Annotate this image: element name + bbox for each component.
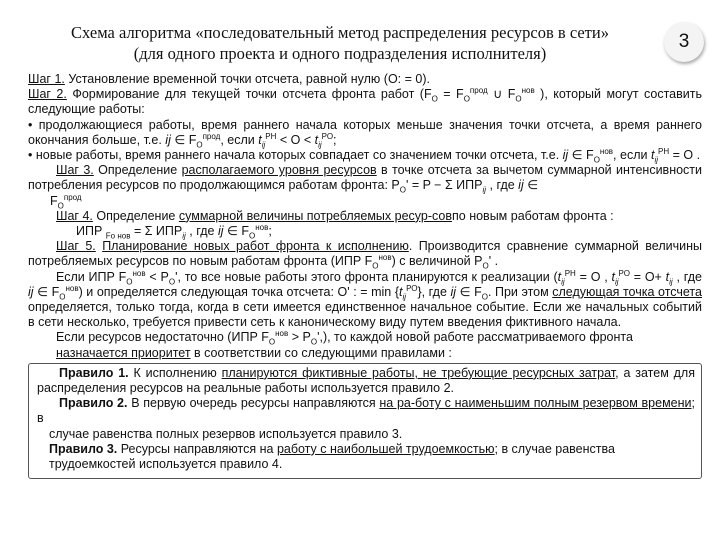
step-2	[28, 87, 702, 117]
var-ij: ij	[450, 284, 457, 299]
rule-text: Ресурсы направляются на	[117, 441, 277, 456]
step-4-label: Шаг 4.	[56, 208, 93, 223]
title-line-2: (для одного проекта и одного подразделения исполнителя)	[133, 44, 547, 63]
sup-rn: РН	[564, 268, 576, 278]
sub-ij: ij	[182, 231, 186, 241]
step-1-label: Шаг 1.	[28, 72, 65, 86]
sub-o: O	[57, 201, 64, 211]
bullet-text: = O .	[669, 148, 701, 163]
sub-o: O	[268, 337, 276, 347]
step-3-text: ∈	[523, 178, 539, 193]
step-4-text: ∈ F	[223, 224, 249, 239]
step-5-text: ) с величиной P	[391, 254, 483, 269]
step-4-text: ;	[268, 224, 272, 239]
algorithm-text	[28, 72, 702, 479]
sup-nov: нов	[378, 253, 392, 263]
case-sufficient-resources	[28, 270, 702, 331]
priority-rules-box	[28, 363, 702, 479]
bullet-text: , если	[613, 148, 651, 163]
sup-prod: прод	[63, 192, 82, 202]
bullet-new-works	[28, 148, 702, 163]
step-2-label: Шаг 2.	[28, 87, 67, 102]
sup-nov: нов	[275, 329, 289, 339]
step-2-text: = F	[437, 87, 464, 102]
sub-ij: ij	[261, 140, 266, 150]
step-3-label: Шаг 3.	[56, 163, 94, 178]
case-text: ',), то каждой новой работе рассматриваемого фронта	[317, 330, 633, 345]
slide-title	[60, 22, 620, 64]
step-3-underlined: располагаемого уровня ресурсов	[181, 163, 377, 178]
sub-o: O	[168, 277, 176, 287]
var-ij: ij	[217, 224, 224, 239]
rule-text: ; в случае равенства	[494, 441, 615, 456]
step-2-text: ), который могут составить следующие работы:	[28, 87, 702, 117]
sub-ij: ij	[561, 277, 565, 287]
step-3-text: в точке отсчета за вычетом суммарной интенсивности потребления ресурсов по продолжающимся работам фронта: P	[28, 163, 703, 193]
rule-text: , а затем для распределения ресурсов на реальные работы используется правило 2.	[37, 365, 695, 396]
var-ij: ij	[165, 132, 171, 147]
sub-ij: ij	[318, 140, 322, 150]
step-4-text: ИПР	[76, 224, 106, 239]
rule-2-continued: случае равенства полных резервов используется правило 3.	[49, 426, 403, 441]
sub-o: O	[126, 277, 133, 287]
step-5	[28, 239, 702, 269]
var-t: t	[258, 132, 262, 147]
case-underlined: назначается приоритет	[56, 345, 191, 360]
sup-prod: прод	[469, 86, 488, 96]
bullet-text: , если	[220, 132, 259, 147]
step-4-text: , где	[185, 224, 218, 239]
rule-underlined: на ра-боту с наименьшим полным резервом времени	[379, 396, 692, 411]
case-text: = O+	[629, 269, 666, 284]
step-1-text: Установление временной точки отсчета, равной нулю (О: = 0).	[64, 72, 430, 86]
sub-ij: ij	[669, 277, 673, 287]
step-5-text: . Производится сравнение суммарной величины потребляемых ресурсов по новым работам фронта (ИПР F	[28, 239, 702, 269]
sub-o: O	[196, 140, 203, 150]
step-3-text: ' = P − Σ ИПР	[405, 178, 483, 193]
case-insufficient-resources	[28, 330, 702, 345]
bullet-continuing-works	[28, 118, 702, 148]
case-text: = O ,	[575, 269, 612, 284]
step-3	[28, 163, 702, 193]
case-text: Если ИПР F	[56, 269, 127, 284]
var-t: t	[314, 132, 319, 147]
step-4	[28, 209, 702, 224]
sub-o: O	[310, 337, 318, 347]
step-3-text: , где	[486, 178, 519, 193]
case-text: , где	[672, 269, 702, 284]
sup-prod: прод	[202, 131, 221, 141]
step-2-text: Формирование для текущей точки отсчета фронта работ (F	[66, 87, 432, 102]
rule-1	[37, 366, 695, 396]
bullet-text: ∈ F	[568, 148, 594, 163]
rule-3-continued: трудоемкостей используется правило 4.	[49, 457, 283, 472]
sub-o: O	[481, 292, 488, 302]
sup-nov: нов	[65, 283, 79, 293]
bullet-text: • продолжающиеся работы, время раннего начала которых меньше значения точки отсчета, а время раннего окончания больше, т.е.	[28, 117, 702, 147]
step-3-text: Определение	[93, 163, 182, 178]
sub-o: O	[515, 94, 522, 104]
step-4-text: = Σ ИПР	[130, 224, 183, 239]
var-t: t	[399, 284, 403, 299]
case-text: > P	[288, 330, 311, 345]
sub-o: O	[463, 94, 470, 104]
rule-text: К исполнению	[128, 365, 222, 380]
case-text: ∈ F	[33, 284, 60, 299]
case-text: ∈ F	[456, 284, 482, 299]
step-1	[28, 72, 702, 87]
bullet-text: < O <	[276, 132, 315, 147]
step-3-continued	[28, 194, 702, 209]
var-t: t	[557, 269, 562, 284]
bullet-text: • новые работы, время раннего начала которых совпадает со значением точки отсчета, т.е.	[28, 148, 563, 163]
var-ij: ij	[562, 148, 569, 163]
rule-underlined: планируются фиктивные работы, не требующие ресурсных затрат	[221, 365, 616, 380]
bullet-text: ;	[333, 132, 337, 147]
step-5-text: ' .	[488, 254, 499, 269]
sub-fo-nov: Fo нов	[105, 231, 131, 241]
step-5-label: Шаг 5.	[56, 239, 96, 254]
rule-2-label: Правило 2.	[59, 396, 128, 411]
page-number-badge: 3	[664, 22, 704, 62]
sup-nov: нов	[255, 222, 269, 232]
case-text: определяется, только тогда, когда в сети имеется единственное начальное событие. Если же начальных событий в сети несколько, требуется привести сеть к каноническому виду путем введения фиктивного начала.	[28, 300, 702, 330]
priority-line	[28, 346, 702, 361]
var-t: t	[665, 269, 670, 284]
sup-rn: РН	[658, 146, 670, 156]
var-t: t	[650, 148, 655, 163]
rule-3	[37, 442, 695, 457]
step-4-formula	[28, 224, 702, 239]
var-ij: ij	[28, 284, 34, 299]
sub-ij: ij	[654, 155, 658, 165]
var-t: t	[611, 269, 615, 284]
step-4-text: по новым работам фронта :	[452, 208, 614, 223]
step-5-underlined: Планирование новых работ фронта к исполнению	[102, 239, 409, 254]
case-text: ) и определяется следующая точка отсчета: O' : = min {	[78, 284, 400, 299]
sub-ij: ij	[614, 277, 619, 287]
rule-underlined: работу с наибольшей трудоемкостью	[276, 441, 495, 456]
sup-nov: нов	[132, 268, 146, 278]
sub-o: O	[593, 155, 600, 165]
case-underlined: следующая точка отсчета	[552, 284, 702, 299]
sub-ij: ij	[402, 292, 407, 302]
case-text: < P	[145, 269, 169, 284]
var-ij: ij	[518, 178, 524, 193]
sub-o: O	[248, 231, 256, 241]
sup-ro: РО	[618, 268, 630, 278]
sup-ro: РО	[321, 131, 334, 141]
sup-rn: РН	[265, 131, 277, 141]
case-text: Если ресурсов недостаточно (ИПР F	[56, 330, 269, 345]
sub-o: O	[59, 292, 66, 302]
rule-text: ; в	[37, 396, 695, 426]
sup-ro: РО	[406, 283, 418, 293]
step-4-text: Определение	[92, 208, 179, 223]
step-3-text: F	[50, 193, 58, 208]
rule-2	[37, 396, 695, 426]
sub-o: O	[482, 261, 489, 271]
case-text: . При этом	[487, 284, 553, 299]
sub-o: O	[372, 261, 379, 271]
sup-nov: нов	[599, 146, 614, 156]
step-4-underlined: суммарной величины потребляемых ресур-сов	[178, 208, 452, 223]
step-2-text: ∪ F	[487, 87, 516, 102]
sub-o: O	[399, 185, 406, 195]
rule-3-label: Правило 3.	[49, 441, 118, 456]
sub-o: O	[431, 94, 438, 104]
sub-ij: ij	[482, 185, 487, 195]
title-line-1: Схема алгоритма «последовательный метод распределения ресурсов в сети»	[71, 23, 609, 42]
case-text: ', то все новые работы этого фронта планируются к реализации (	[175, 269, 558, 284]
case-text: }, где	[417, 284, 451, 299]
rule-1-label: Правило 1.	[59, 365, 129, 380]
case-text: в соответствии со следующими правилами :	[190, 345, 452, 360]
sup-nov: нов	[521, 86, 535, 96]
rule-text: В первую очередь ресурсы направляются	[127, 396, 380, 411]
bullet-text: ∈ F	[170, 132, 197, 147]
